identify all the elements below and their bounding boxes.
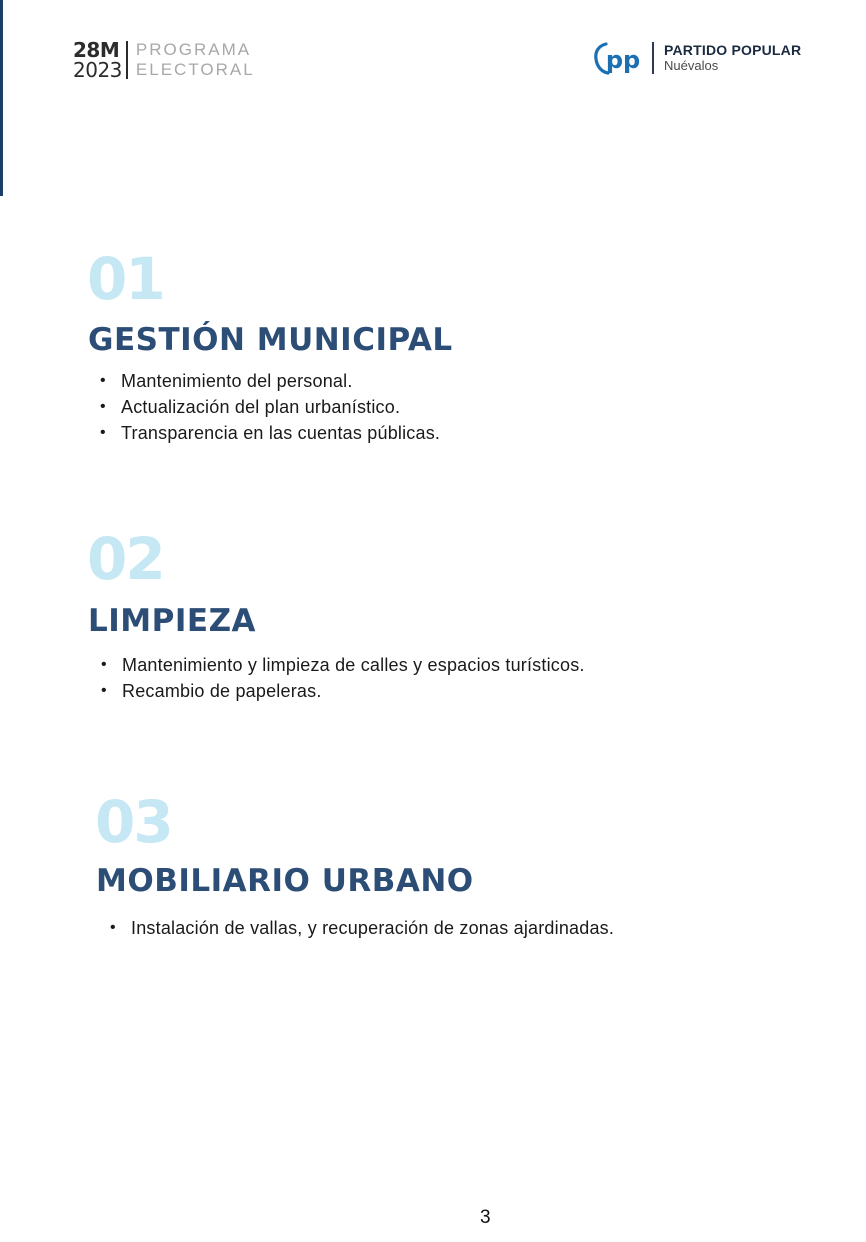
bullet-dot-icon: • xyxy=(100,424,106,441)
pp-logo-text: pp xyxy=(605,46,641,74)
list-item: • Instalación de vallas, y recuperación de zonas ajardinadas. xyxy=(107,915,614,941)
section-number: 03 xyxy=(95,788,172,856)
bullet-dot-icon: • xyxy=(100,372,106,389)
election-date-line2: 2023 xyxy=(73,58,122,82)
bullet-dot-icon: • xyxy=(110,919,116,936)
branding-divider xyxy=(652,42,654,74)
section-number: 01 xyxy=(87,245,164,313)
section-title: GESTIÓN MUNICIPAL xyxy=(88,322,453,358)
list-item: • Transparencia en las cuentas públicas. xyxy=(97,420,440,446)
program-label-line2: ELECTORAL xyxy=(135,60,255,79)
bullet-dot-icon: • xyxy=(100,398,106,415)
bullet-dot-icon: • xyxy=(101,682,107,699)
list-item: • Mantenimiento y limpieza de calles y espacios turísticos. xyxy=(98,652,585,678)
section-number: 02 xyxy=(87,525,164,593)
program-label-line1: PROGRAMA xyxy=(135,40,252,59)
header-divider xyxy=(126,41,128,79)
list-item: • Mantenimiento del personal. xyxy=(97,368,440,394)
section-title: LIMPIEZA xyxy=(88,603,257,639)
page-number: 3 xyxy=(480,1207,491,1228)
bullet-dot-icon: • xyxy=(101,656,107,673)
party-name: PARTIDO POPULAR xyxy=(664,42,802,58)
pp-logo-icon xyxy=(594,40,646,76)
list-item: • Actualización del plan urbanístico. xyxy=(97,394,440,420)
election-date xyxy=(73,40,122,80)
section-list xyxy=(98,652,585,704)
list-item: • Recambio de papeleras. xyxy=(98,678,585,704)
election-header xyxy=(73,40,255,80)
section-title: MOBILIARIO URBANO xyxy=(96,863,474,899)
party-text xyxy=(664,42,801,74)
election-date-line1: 28M xyxy=(73,38,120,62)
program-label xyxy=(136,40,255,80)
section-list xyxy=(97,368,440,446)
party-branding xyxy=(594,40,801,76)
page-edge-bar xyxy=(0,0,3,196)
section-list xyxy=(107,915,614,941)
party-locality: Nuévalos xyxy=(664,58,719,73)
